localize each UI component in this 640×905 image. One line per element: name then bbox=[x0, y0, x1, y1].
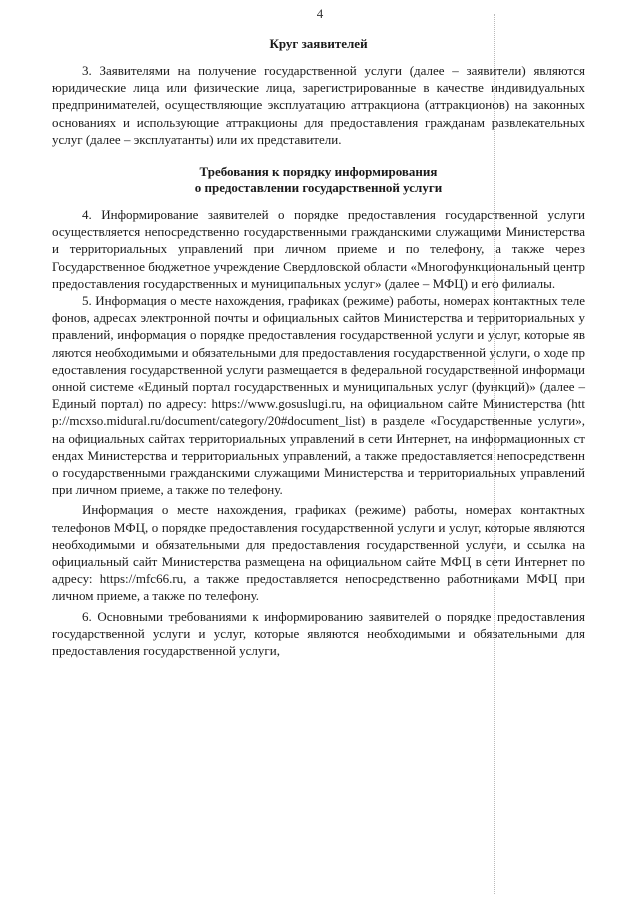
paragraph-6: 6. Основными требованиями к информированию заявителей о порядке предоставления государственной услуги и услуг, которые являются необходимыми и обязательными для предоставления государственной услуги, bbox=[52, 608, 585, 659]
page-number: 4 bbox=[316, 6, 324, 21]
section-title-informing bbox=[52, 164, 585, 196]
section-title-applicants: Круг заявителей bbox=[269, 36, 368, 51]
section-title-line-1: Требования к порядку информирования bbox=[199, 164, 438, 180]
paragraph-4: 4. Информирование заявителей о порядке предоставления государственной услуги осуществляется непосредственно государственными гражданскими служащими Министерства и территориальных управлений при личном приеме и по телефону, а также через Государственное бюджетное учреждение Свердловской области «Многофункциональный центр предоставления государственных и муниципальных услуг» (далее – МФЦ) и его филиалы. bbox=[52, 207, 585, 291]
document-body bbox=[52, 36, 585, 659]
paragraph-3: 3. Заявителями на получение государственной услуги (далее – заявители) являются юридические лица или физические лица, зарегистрированные в качестве индивидуальных предпринимателей, осуществляющие эксплуатацию аттракциона (аттракционов) на законных основаниях и использующие аттракционы для предоставления гражданам развлекательных услуг (далее – эксплуатанты) или их представители. bbox=[52, 63, 585, 147]
paragraph-5: 5. Информация о месте нахождения, графиках (режиме) работы, номерах контактных телефонов, адресах электронной почты и официальных сайтов Министерства и территориальных управлений, информация о порядке предоставления государственной услуги и услуг, которые являются необходимыми и обязательными для предоставления государственной услуги, о ходе предоставления государственной услуги размещается в федеральной государственной информационной системе «Единый портал государственных и муниципальных услуг (функций)» (далее – Единый портал) по адресу: https://www.gosuslugi.ru, на официальном сайте Министерства (http://mcxso.midural.ru/document/category/20#document_list) в разделе «Государственные услуги», на официальных сайтах территориальных управлений в сети Интернет, на информационных стендах Министерства и территориальных управлений, а также предоставляется непосредственно государственными гражданскими служащими Министерства и территориальных управлений при личном приеме, а также по телефону. bbox=[52, 293, 585, 498]
paragraph-5-mfc: Информация о месте нахождения, графиках (режиме) работы, номерах контактных телефонов МФЦ, о порядке предоставления государственной услуги и услуг, которые являются необходимыми и обязательными для предоставления государственной услуги, и ссылка на официальный сайт Министерства размещена на официальном сайте МФЦ в сети Интернет по адресу: https://mfc66.ru, а также предоставляется непосредственно работниками МФЦ при личном приеме, а также по телефону. bbox=[52, 502, 585, 604]
section-title-line-2: о предоставлении государственной услуги bbox=[194, 180, 443, 196]
